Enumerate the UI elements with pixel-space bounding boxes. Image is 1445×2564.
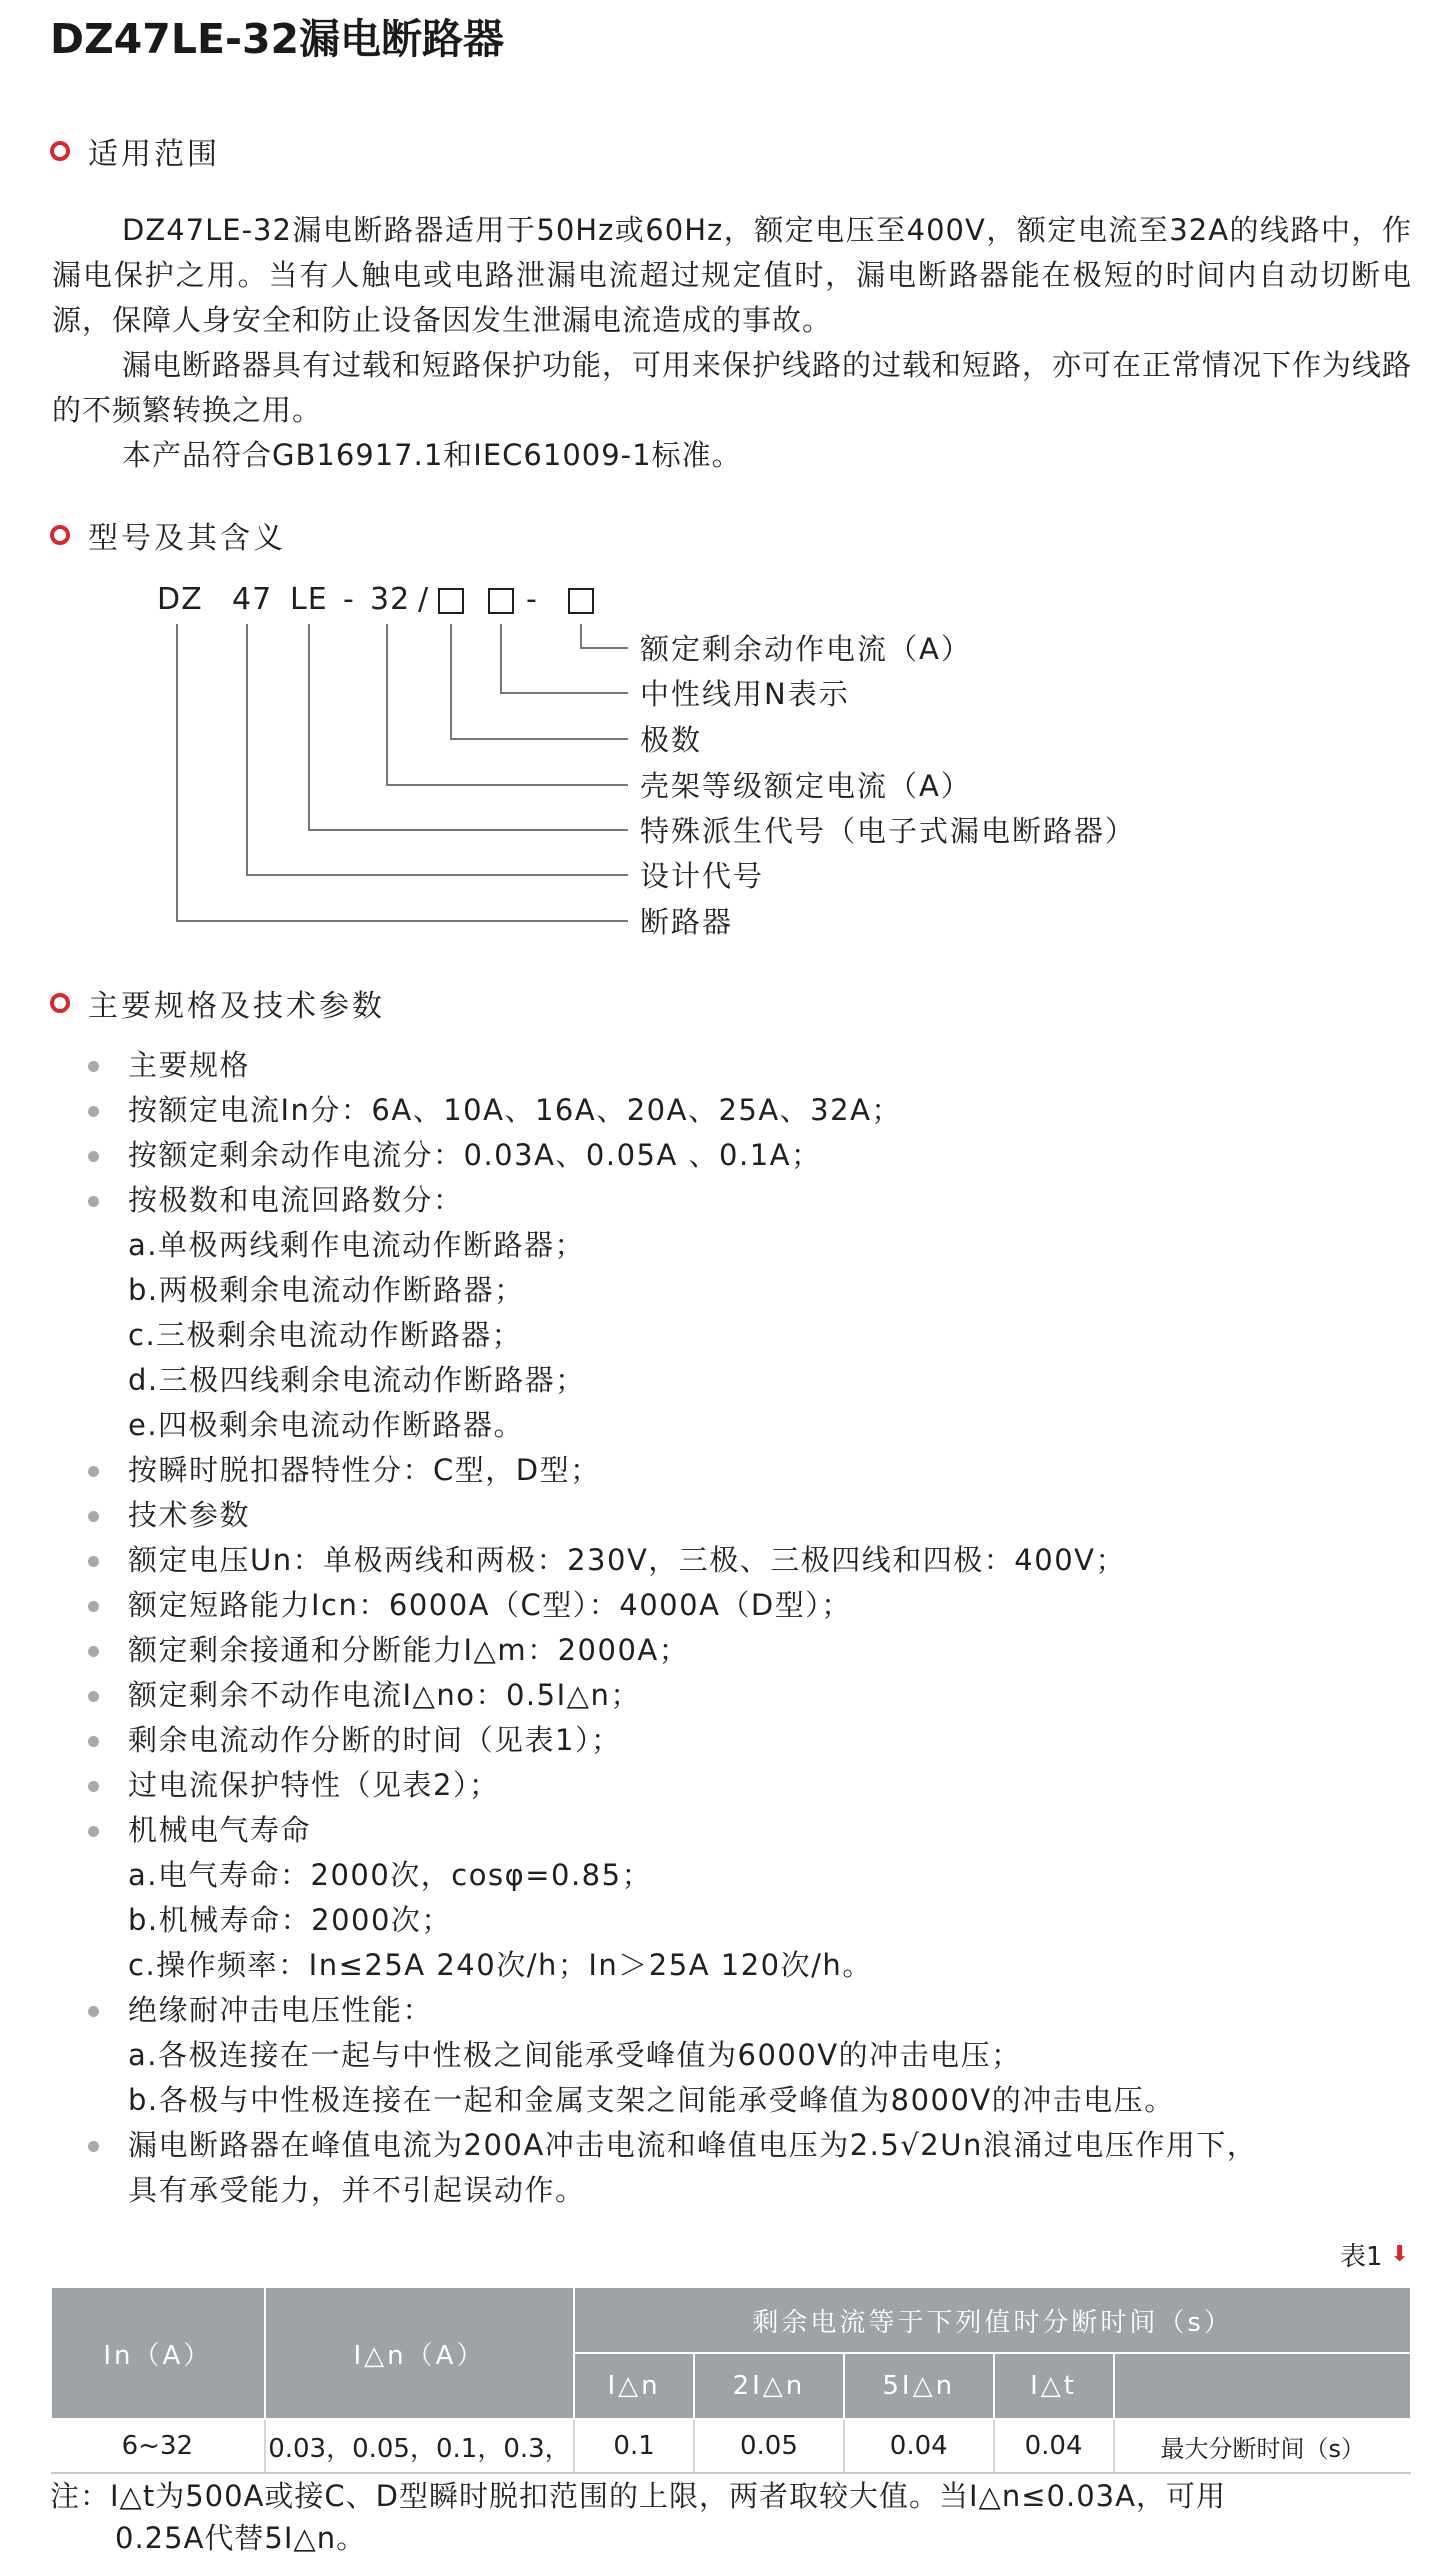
spec-item-text: 漏电断路器在峰值电流为200A冲击电流和峰值电压为2.5√2Un浪涌过电压作用下，	[128, 2128, 1258, 2162]
scope-paragraph-1: DZ47LE-32漏电断路器适用于50Hz或60Hz，额定电压至400V，额定电流至32A的线路中，作漏电保护之用。当有人触电或电路泄漏电流超过规定值时，漏电断路器能在极短的时间内自动切断电源，保障人身安全和防止设备因发生泄漏电流造成的事故。	[52, 213, 1412, 337]
spec-item-text: b.机械寿命：2000次；	[128, 1903, 452, 1937]
spec-item-text: 具有承受能力，并不引起误动作。	[128, 2173, 586, 2207]
table-row	[51, 2419, 1411, 2473]
leader-horizontal-breaker	[176, 920, 628, 922]
spec-bullet-item	[82, 1718, 1422, 1763]
section-bullet-icon	[50, 141, 70, 161]
spec-item-text: 额定电压Un：单极两线和两极：230V，三极、三极四线和四极：400V；	[128, 1543, 1126, 1577]
spec-item-text: d.三极四线剩余电流动作断路器；	[128, 1363, 586, 1397]
header-sub-2idn: 2I△n	[694, 2353, 844, 2419]
model-label-residual-current: 额定剩余动作电流（A）	[640, 632, 972, 666]
bullet-dot-icon	[88, 1196, 99, 1207]
spec-item-text: 额定剩余不动作电流I△no：0.5I△n；	[128, 1678, 641, 1712]
model-label-poles: 极数	[640, 723, 703, 757]
leader-horizontal-special	[308, 829, 628, 831]
header-sub-idt: I△t	[994, 2353, 1114, 2419]
model-code-32: 32	[370, 582, 411, 617]
spec-bullet-item	[82, 1043, 1422, 1088]
spec-item-text: 按瞬时脱扣器特性分：C型，D型；	[128, 1453, 601, 1487]
leader-horizontal-design	[246, 874, 628, 876]
spec-bullet-item	[82, 2123, 1422, 2168]
bullet-dot-icon	[88, 1061, 99, 1072]
spec-sub-item	[82, 1403, 1422, 1448]
cell-value-idn: 0.1	[574, 2419, 694, 2473]
spec-item-text: 按额定电流In分：6A、10A、16A、20A、25A、32A；	[128, 1093, 902, 1127]
bullet-dot-icon	[88, 1826, 99, 1837]
spec-item-text: a.各极连接在一起与中性极之间能承受峰值为6000V的冲击电压；	[128, 2038, 1022, 2072]
spec-item-text: a.电气寿命：2000次，cosφ=0.85；	[128, 1858, 653, 1892]
leader-vertical-neutral	[500, 624, 502, 694]
leader-horizontal-frame	[386, 784, 628, 786]
spec-bullet-item	[82, 1808, 1422, 1853]
table-note-line-2: 0.25A代替5I△n。	[115, 2521, 367, 2555]
spec-item-text: 主要规格	[128, 1048, 251, 1082]
section-scope	[50, 131, 220, 171]
model-label-frame-current: 壳架等级额定电流（A）	[640, 769, 972, 803]
spec-sub-item	[82, 1943, 1422, 1988]
model-code-dash: -	[343, 582, 355, 617]
section-specs-title: 主要规格及技术参数	[88, 989, 385, 1024]
model-box-residual	[568, 588, 594, 614]
spec-item-text: b.两极剩余电流动作断路器；	[128, 1273, 525, 1307]
bullet-dot-icon	[88, 1466, 99, 1477]
spec-sub-item	[82, 1313, 1422, 1358]
spec-bullet-item	[82, 1448, 1422, 1493]
spec-sub-item	[82, 2033, 1422, 2078]
leader-vertical-residual	[580, 624, 582, 648]
spec-bullet-item	[82, 1088, 1422, 1133]
spec-sub-item	[82, 2078, 1422, 2123]
scope-paragraph-2: 漏电断路器具有过载和短路保护功能，可用来保护线路的过载和短路，亦可在正常情况下作为线路的不频繁转换之用。	[52, 348, 1413, 427]
bullet-dot-icon	[88, 2141, 99, 2152]
spec-bullet-item	[82, 1493, 1422, 1538]
spec-bullet-item	[82, 1673, 1422, 1718]
spec-item-text: c.操作频率：In≤25A 240次/h；In＞25A 120次/h。	[128, 1948, 873, 1982]
leader-vertical-frame	[386, 624, 388, 786]
model-label-special-code: 特殊派生代号（电子式漏电断路器）	[640, 814, 1137, 848]
header-sub-5idn: 5I△n	[844, 2353, 994, 2419]
table-1-label	[1340, 2236, 1409, 2273]
spec-sub-item	[82, 1853, 1422, 1898]
model-label-breaker: 断路器	[640, 905, 734, 939]
section-specs	[50, 983, 385, 1023]
section-model-title: 型号及其含义	[88, 521, 286, 556]
spec-sub-item	[82, 1358, 1422, 1403]
spec-item-text: 剩余电流动作分断的时间（见表1）；	[128, 1723, 622, 1757]
page-title: DZ47LE-32漏电断路器	[50, 15, 505, 63]
bullet-dot-icon	[88, 2006, 99, 2017]
spec-sub-item	[82, 1268, 1422, 1313]
section-bullet-icon	[50, 993, 70, 1013]
bullet-dot-icon	[88, 1601, 99, 1612]
header-sub-idn: I△n	[574, 2353, 694, 2419]
leader-vertical-special	[308, 624, 310, 831]
model-box-neutral	[488, 588, 514, 614]
spec-item-text: 过电流保护特性（见表2）；	[128, 1768, 500, 1802]
spec-bullet-item	[82, 1178, 1422, 1223]
spec-bullet-item	[82, 1988, 1422, 2033]
spec-item-text: 绝缘耐冲击电压性能：	[128, 1993, 434, 2027]
spec-item-text: 额定剩余接通和分断能力I△m：2000A；	[128, 1633, 690, 1667]
model-code-47: 47	[232, 582, 273, 617]
model-code-dz: DZ	[157, 582, 203, 617]
spec-item-text: a.单极两线剩作电流动作断路器；	[128, 1228, 585, 1262]
model-code-dash-2: -	[526, 582, 538, 617]
leader-vertical-poles	[450, 624, 452, 740]
spec-item-text: b.各极与中性极连接在一起和金属支架之间能承受峰值为8000V的冲击电压。	[128, 2083, 1175, 2117]
cell-value-5idn: 0.04	[844, 2419, 994, 2473]
spec-item-text: 额定短路能力Icn：6000A（C型）：4000A（D型）；	[128, 1588, 852, 1622]
leader-vertical-breaker	[176, 624, 178, 922]
breaking-time-table	[50, 2286, 1412, 2474]
bullet-dot-icon	[88, 1781, 99, 1792]
spec-bullet-item	[82, 1583, 1422, 1628]
spec-list	[82, 1043, 1422, 2213]
bullet-dot-icon	[88, 1556, 99, 1567]
spec-item-text: 按额定剩余动作电流分：0.03A、0.05A 、0.1A；	[128, 1138, 822, 1172]
spec-sub-item	[82, 1898, 1422, 1943]
header-breaking-time-group: 剩余电流等于下列值时分断时间（s）	[574, 2287, 1411, 2353]
bullet-dot-icon	[88, 1511, 99, 1522]
scope-paragraph-3: 本产品符合GB16917.1和IEC61009-1标准。	[122, 438, 742, 472]
bullet-dot-icon	[88, 1691, 99, 1702]
model-code-slash: /	[418, 582, 430, 617]
cell-in: 6~32	[51, 2419, 265, 2473]
table-1-label-text: 表1	[1340, 2242, 1383, 2272]
spec-item-text: 技术参数	[128, 1498, 251, 1532]
section-scope-title: 适用范围	[88, 137, 220, 172]
model-code-le: LE	[290, 582, 328, 617]
spec-bullet-item	[82, 1628, 1422, 1673]
header-idn: I△n（A）	[265, 2287, 574, 2419]
spec-item-text: e.四极剩余电流动作断路器。	[128, 1408, 525, 1442]
cell-value-idt: 0.04	[994, 2419, 1114, 2473]
spec-bullet-item	[82, 1763, 1422, 1808]
spec-item-text: 机械电气寿命	[128, 1813, 312, 1847]
spec-sub-item	[82, 1223, 1422, 1268]
bullet-dot-icon	[88, 1736, 99, 1747]
bullet-dot-icon	[88, 1151, 99, 1162]
model-label-design-code: 设计代号	[640, 859, 765, 893]
section-bullet-icon	[50, 525, 70, 545]
spec-sub-item	[82, 2168, 1422, 2213]
model-box-poles	[438, 588, 464, 614]
header-in: In（A）	[51, 2287, 265, 2419]
table-note	[50, 2475, 1430, 2559]
table-note-line-1: 注：I△t为500A或接C、D型瞬时脱扣范围的上限，两者取较大值。当I△n≤0.03A，可用	[50, 2479, 1226, 2513]
spec-item-text: c.三极剩余电流动作断路器；	[128, 1318, 523, 1352]
leader-horizontal-neutral	[500, 692, 628, 694]
cell-value-2idn: 0.05	[694, 2419, 844, 2473]
bullet-dot-icon	[88, 1646, 99, 1657]
header-sub-empty	[1114, 2353, 1412, 2419]
spec-bullet-item	[82, 1133, 1422, 1178]
arrow-down-icon: ⬇	[1390, 2242, 1409, 2267]
leader-horizontal-residual	[580, 647, 628, 649]
section-model	[50, 515, 286, 555]
bullet-dot-icon	[88, 1106, 99, 1117]
cell-idn: 0.03，0.05，0.1，0.3，	[265, 2419, 574, 2473]
spec-bullet-item	[82, 1538, 1422, 1583]
spec-item-text: 按极数和电流回路数分：	[128, 1183, 464, 1217]
model-label-neutral: 中性线用N表示	[640, 677, 850, 711]
cell-note: 最大分断时间（s）	[1114, 2419, 1412, 2473]
leader-horizontal-poles	[450, 738, 628, 740]
leader-vertical-design	[246, 624, 248, 876]
